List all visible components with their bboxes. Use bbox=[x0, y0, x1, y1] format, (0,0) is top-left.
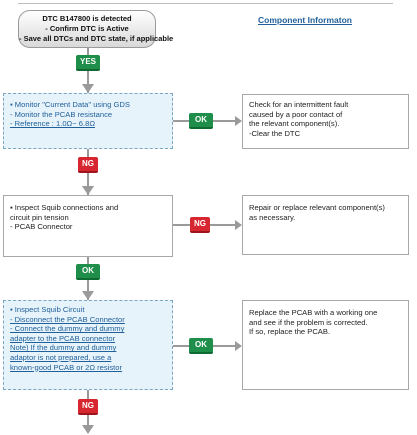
result3-box bbox=[242, 300, 409, 390]
arrow-right-icon bbox=[235, 341, 242, 351]
result-line: Repair or replace relevant component(s) bbox=[249, 203, 385, 212]
step-line: - Reference : 1.0Ω~ 6.8Ω bbox=[10, 119, 96, 129]
result-line: If so, replace the PCAB. bbox=[249, 327, 331, 337]
result-line: as necessary. bbox=[249, 212, 296, 222]
step1-monitor-box bbox=[3, 93, 173, 149]
step2-inspect-box bbox=[3, 195, 173, 257]
step-line: circuit pin tension bbox=[10, 212, 69, 222]
start-node bbox=[18, 10, 174, 48]
step-line: adapter to the PCAB connector bbox=[10, 333, 116, 343]
step-line: known-good PCAB or 2Ω resistor bbox=[10, 362, 123, 372]
arrow-right-icon bbox=[235, 116, 242, 126]
arrow-down-icon bbox=[82, 84, 94, 93]
arrow-down-icon bbox=[82, 425, 94, 434]
ok-badge: OK bbox=[189, 113, 213, 129]
start-line: - Save all DTCs and DTC state, if applicable bbox=[19, 34, 174, 43]
step-line: ▪ Inspect Squib Circuit bbox=[10, 305, 85, 314]
result-line: Replace the PCAB with a working one bbox=[249, 308, 378, 317]
ng-badge: NG bbox=[78, 157, 98, 173]
step-line: - Connect the dummy and dummy bbox=[10, 324, 125, 334]
start-line: - Confirm DTC is Active bbox=[45, 24, 129, 33]
result-line: caused by a poor contact of bbox=[249, 109, 343, 119]
step-line: - PCAB Connector bbox=[10, 222, 73, 232]
result-line: and see if the problem is corrected. bbox=[249, 317, 368, 327]
step-line: - Disconnect the PCAB Connector bbox=[10, 314, 125, 324]
step-line: - Monitor the PCAB resistance bbox=[10, 109, 113, 119]
arrow-right-icon bbox=[235, 220, 242, 230]
start-line: DTC B147800 is detected bbox=[42, 14, 132, 23]
ok-badge: OK bbox=[189, 338, 213, 354]
result2-box bbox=[242, 195, 409, 255]
step-line: Note) If the dummy and dummy bbox=[10, 343, 117, 353]
result-line: the relevant component(s). bbox=[249, 119, 340, 129]
top-divider bbox=[18, 3, 393, 4]
step-line: ▪ Monitor "Current Data" using GDS bbox=[10, 100, 130, 109]
result-line: Check for an intermittent fault bbox=[249, 100, 349, 109]
yes-badge: YES bbox=[76, 55, 100, 71]
component-information-link[interactable]: Component Informaton bbox=[258, 15, 352, 25]
arrow-down-icon bbox=[82, 186, 94, 195]
arrow-down-icon bbox=[82, 291, 94, 300]
result-line: -Clear the DTC bbox=[249, 128, 301, 138]
ng-badge: NG bbox=[190, 217, 210, 233]
step-line: adaptor is not prepared, use a bbox=[10, 352, 112, 362]
step3-squib-circuit-box bbox=[3, 300, 173, 390]
result1-box bbox=[242, 94, 409, 149]
step-line: ▪ Inspect Squib connections and bbox=[10, 203, 119, 212]
ng-badge: NG bbox=[78, 399, 98, 415]
ok-badge: OK bbox=[76, 264, 100, 280]
